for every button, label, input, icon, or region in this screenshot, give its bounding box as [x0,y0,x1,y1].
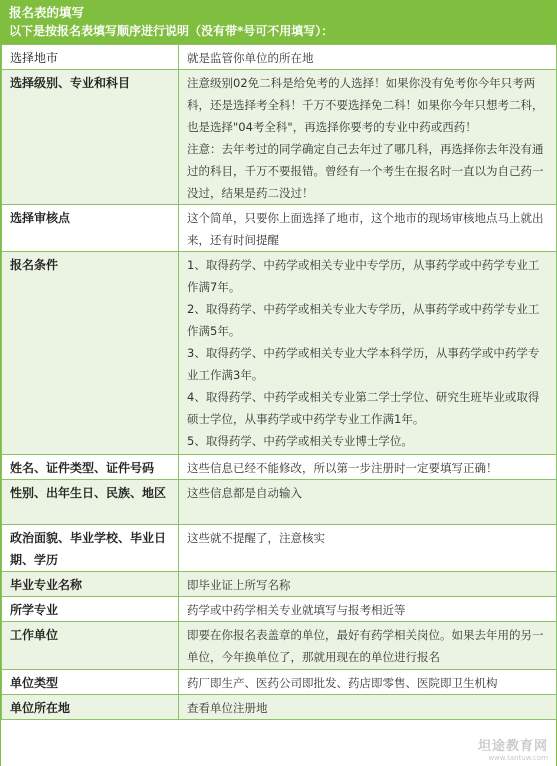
table-row [2,525,557,572]
row-label: 毕业专业名称 [2,572,179,597]
table-row [2,205,557,252]
row-description [179,252,557,455]
row-label: 选择级别、专业和科目 [2,70,179,205]
description-paragraph: 即毕业证上所写名称 [187,578,291,592]
row-label: 报名条件 [2,252,179,455]
row-label: 单位所在地 [2,695,179,720]
row-description [179,622,557,670]
description-paragraph: 注意：去年考过的同学确定自己去年过了哪几科，再选择你去年没有通过的科目，千万不要报错。曾经有一个考生在报名时一直以为自己药一没过，结果是药二没过！ [187,142,544,200]
table-row [2,45,557,70]
description-paragraph: 3、取得药学、中药学或相关专业大学本科学历，从事药学或中药学专业工作满3年。 [187,346,540,382]
row-label: 姓名、证件类型、证件号码 [2,455,179,480]
row-label: 所学专业 [2,597,179,622]
row-description [179,670,557,695]
row-label: 工作单位 [2,622,179,670]
watermark-url: www.tantuw.com [488,754,548,762]
table-row [2,252,557,455]
row-label: 政治面貌、毕业学校、毕业日期、学历 [2,525,179,572]
row-description [179,45,557,70]
guide-table [1,44,557,720]
description-paragraph: 注意级别02免二科是给免考的人选择！如果你没有免考你今年只考两科，还是选择考全科！千万不要选择免二科！如果你今年只想考二科，也是选择"04考全科"，再选择你要考的专业中药或西药！ [187,76,544,134]
row-description [179,525,557,572]
guide-table-body [2,45,557,720]
description-paragraph: 即要在你报名表盖章的单位，最好有药学相关岗位。如果去年用的另一单位，今年换单位了，那就用现在的单位进行报名 [187,628,544,664]
description-paragraph: 这些信息已经不能修改，所以第一步注册时一定要填写正确！ [187,461,498,475]
description-paragraph: 药学或中药学相关专业就填写与报考相近等 [187,603,406,617]
description-paragraph: 2、取得药学、中药学或相关专业大专学历，从事药学或中药学专业工作满5年。 [187,302,540,338]
row-description [179,695,557,720]
table-row [2,480,557,525]
row-description [179,572,557,597]
row-label: 选择审核点 [2,205,179,252]
guide-header [1,0,556,44]
description-paragraph: 5、取得药学、中药学或相关专业博士学位。 [187,434,413,448]
row-description [179,597,557,622]
description-paragraph: 1、取得药学、中药学或相关专业中专学历，从事药学或中药学专业工作满7年。 [187,258,540,294]
row-description [179,455,557,480]
description-paragraph: 这些就不提醒了，注意核实 [187,531,325,545]
row-description [179,205,557,252]
guide-subtitle: 以下是按报名表填写顺序进行说明（没有带*号可不用填写）： [9,24,334,38]
description-paragraph: 这个简单，只要你上面选择了地市，这个地市的现场审核地点马上就出来，还有时间提醒 [187,211,544,247]
row-label: 性别、出年生日、民族、地区 [2,480,179,525]
row-label: 单位类型 [2,670,179,695]
row-description [179,70,557,205]
description-paragraph: 查看单位注册地 [187,701,268,715]
table-row [2,597,557,622]
table-row [2,670,557,695]
table-row [2,572,557,597]
site-watermark [478,735,548,762]
table-row [2,695,557,720]
row-description [179,480,557,525]
watermark-name: 坦途教育网 [477,739,548,754]
description-paragraph: 4、取得药学、中药学或相关专业第二学士学位、研究生班毕业或取得硕士学位，从事药学或中药学专业工作满1年。 [187,390,540,426]
description-paragraph: 就是监管你单位的所在地 [187,51,314,65]
row-label: 选择地市 [2,45,179,70]
guide-title: 报名表的填写 [9,5,85,20]
table-row [2,622,557,670]
table-row [2,70,557,205]
description-paragraph: 药厂即生产、医药公司即批发、药店即零售、医院即卫生机构 [187,676,498,690]
table-row [2,455,557,480]
description-paragraph: 这些信息都是自动输入 [187,486,302,500]
